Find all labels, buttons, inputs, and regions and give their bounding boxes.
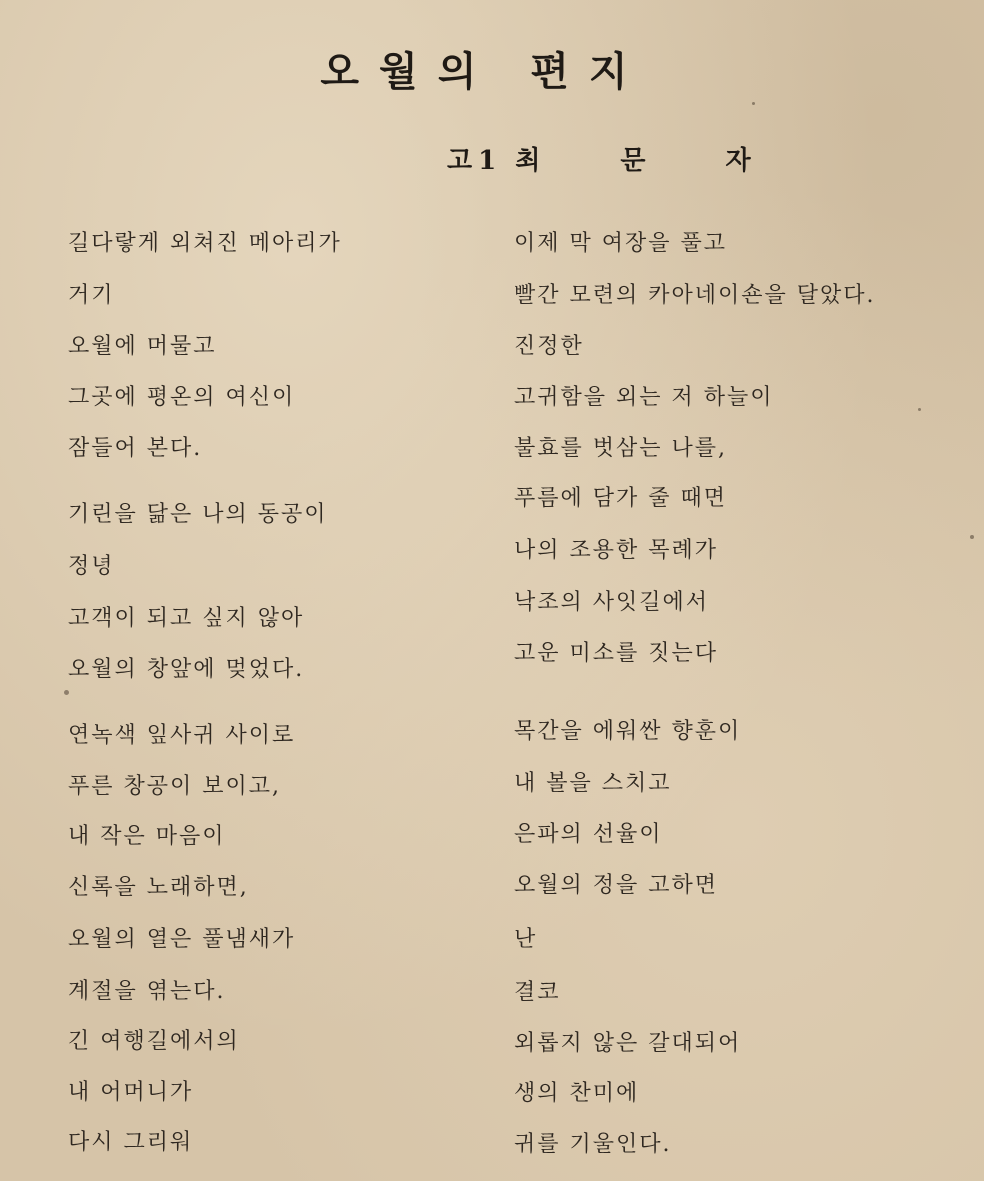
poem-line-right: 푸름에 담가 줄 때면 [514, 486, 727, 511]
poem-line-left: 다시 그리워 [68, 1130, 194, 1155]
poem-line-left: 잠들어 본다. [68, 436, 203, 461]
poem-line-right: 오월의 정을 고하면 [514, 873, 719, 898]
poem-line-left: 내 어머니가 [68, 1080, 194, 1105]
poem-line-right: 생의 찬미에 [514, 1081, 640, 1106]
poem-line-left: 푸른 창공이 보이고, [68, 774, 281, 799]
poem-line-right: 이제 막 여장을 풀고 [514, 231, 727, 256]
poem-line-right: 목간을 에워싼 향훈이 [514, 719, 742, 744]
poem-line-left: 기린을 닮은 나의 동공이 [68, 502, 328, 527]
poem-line-right: 내 볼을 스치고 [514, 771, 672, 796]
poem-title: 오월의 편지 [320, 48, 648, 95]
poem-line-right: 난 [514, 927, 538, 952]
poem-line-right: 낙조의 사잇길에서 [514, 590, 710, 615]
poem-line-left: 정녕 [68, 554, 115, 579]
poem-line-left: 그곳에 평온의 여신이 [68, 385, 296, 410]
poem-line-right: 고운 미소를 짓는다 [514, 641, 719, 666]
paper-speck [64, 690, 69, 695]
poem-line-right: 진정한 [514, 334, 584, 359]
paper-speck [752, 102, 755, 105]
poem-line-right: 나의 조용한 목례가 [514, 538, 719, 563]
paper-speck [970, 535, 974, 539]
poem-line-left: 계절을 엮는다. [68, 979, 226, 1004]
paper-speck [918, 408, 921, 411]
poem-line-left: 신록을 노래하면, [68, 875, 249, 900]
poem-line-right: 외롭지 않은 갈대되어 [514, 1031, 742, 1056]
poem-line-right: 은파의 선율이 [514, 822, 663, 847]
poem-line-right: 빨간 모련의 카아네이숀을 달았다. [514, 283, 876, 308]
poem-line-left: 오월의 창앞에 멎었다. [68, 657, 305, 682]
poem-line-left: 긴 여행길에서의 [68, 1029, 240, 1054]
poem-line-left: 고객이 되고 싶지 않아 [68, 606, 305, 631]
author-school: 고1 [447, 146, 503, 176]
author-name: 최문자 [515, 146, 831, 176]
poem-line-left: 오월에 머물고 [68, 334, 217, 359]
poem-line-left: 내 작은 마음이 [68, 824, 226, 849]
poem-line-left: 오월의 열은 풀냄새가 [68, 927, 296, 952]
poem-line-right: 귀를 기울인다. [514, 1132, 672, 1157]
poem-line-right: 결코 [514, 980, 561, 1005]
author-line [447, 140, 831, 177]
poem-line-left: 연녹색 잎사귀 사이로 [68, 723, 296, 748]
poem-line-left: 거기 [68, 283, 115, 308]
poem-line-left: 길다랗게 외쳐진 메아리가 [68, 231, 342, 256]
poem-line-right: 고귀함을 외는 저 하늘이 [514, 385, 774, 410]
poem-line-right: 불효를 벗삼는 나를, [514, 436, 727, 461]
